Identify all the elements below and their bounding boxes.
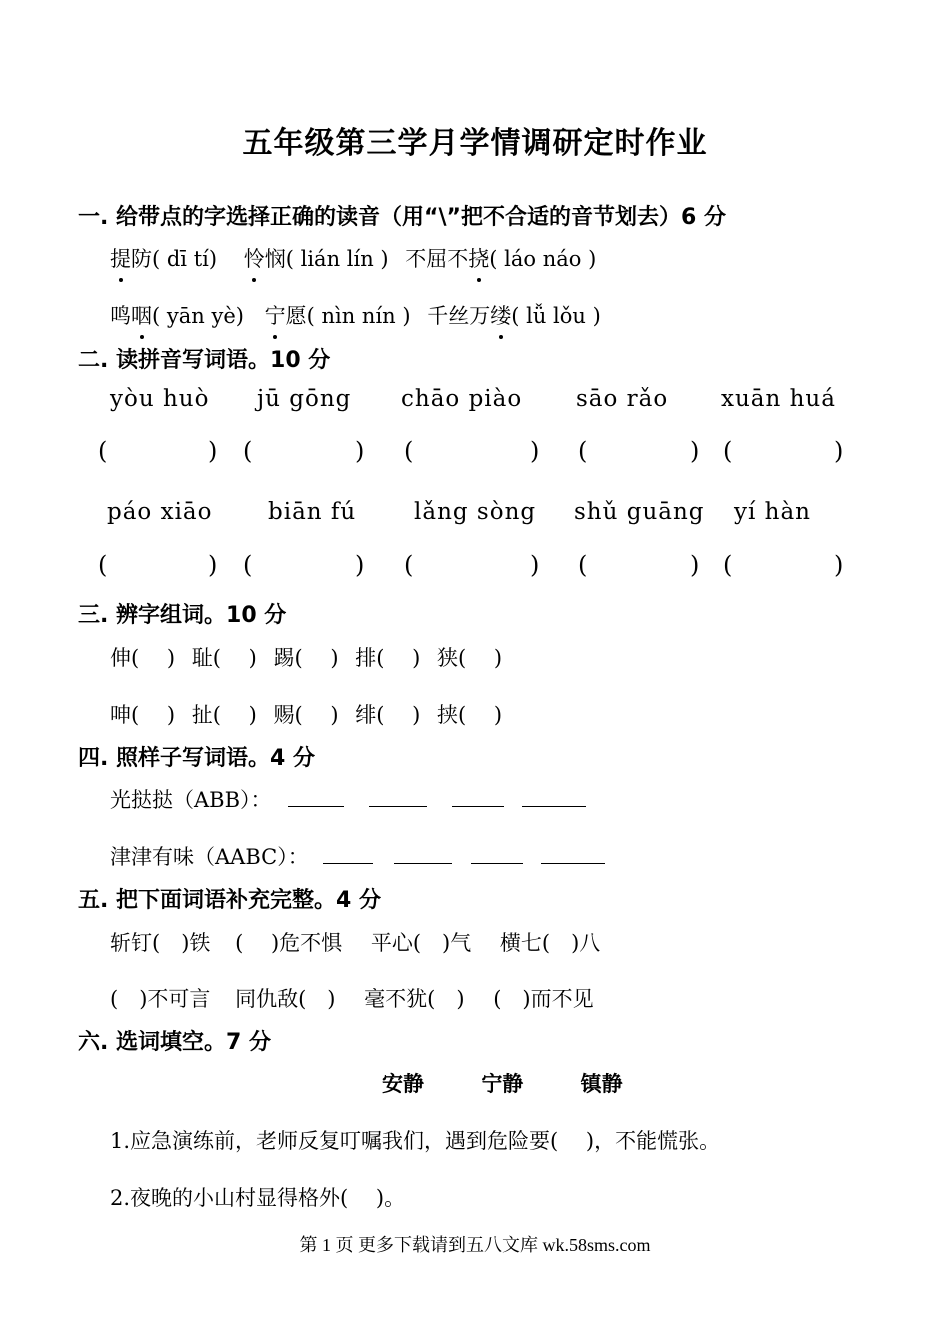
pinyin-10: yí hàn — [734, 499, 811, 525]
s5-item: 横七( )八 — [499, 931, 601, 955]
section-4-heading: 四. 照样子写词语。4 分 — [78, 746, 315, 771]
answer-paren-close: ) — [690, 551, 700, 579]
blank-line[interactable] — [288, 788, 344, 807]
answer-paren-open: ( — [578, 551, 588, 579]
pinyin-5: xuān huá — [721, 386, 836, 412]
s5-item: 同仇敌( ) — [235, 987, 336, 1011]
pinyin-1: yòu huò — [110, 386, 210, 412]
s1-item: 宁愿( nìn nín ) — [265, 304, 411, 328]
answer-paren-close: ) — [530, 551, 540, 579]
s1-row-1 — [110, 243, 596, 273]
section-6-heading: 六. 选词填空。7 分 — [78, 1030, 271, 1055]
pinyin-9: shǔ guāng — [574, 499, 705, 525]
s1-item: 千丝万缕( lǚ lǒu ) — [427, 304, 601, 328]
s3-row-1 — [110, 642, 502, 672]
s5-item: ( )而不见 — [493, 987, 594, 1011]
question-2: 2.夜晚的小山村显得格外( )。 — [110, 1186, 406, 1210]
s3-item: 呻( ) — [110, 703, 176, 727]
blank-line[interactable] — [522, 788, 586, 807]
s3-item: 排( ) — [355, 646, 421, 670]
word-choice: 安静 — [382, 1071, 424, 1096]
s3-item: 耻( ) — [191, 646, 257, 670]
answer-paren-open: ( — [723, 551, 733, 579]
word-choices — [382, 1068, 673, 1098]
pinyin-3: chāo piào — [401, 386, 523, 412]
s5-row-1 — [110, 927, 600, 957]
s5-row-2 — [110, 983, 594, 1013]
s3-row-2 — [110, 699, 502, 729]
answer-paren-open: ( — [243, 551, 253, 579]
pinyin-7: biān fú — [268, 499, 357, 525]
pinyin-4: sāo rǎo — [576, 386, 669, 412]
s5-item: 平心( )气 — [370, 931, 472, 955]
answer-paren-close: ) — [355, 437, 365, 465]
s5-item: 斩钉( )铁 — [110, 931, 211, 955]
s1-item: 提防( dī tí) — [110, 247, 217, 271]
s1-row-2 — [110, 300, 601, 330]
answer-paren-open: ( — [404, 437, 414, 465]
s4-label-2: 津津有味（AABC）： — [110, 845, 309, 869]
pinyin-8: lǎng sòng — [414, 499, 537, 525]
s3-item: 伸( ) — [110, 646, 176, 670]
s1-item: 鸣咽( yān yè) — [110, 304, 244, 328]
answer-paren-open: ( — [98, 437, 108, 465]
section-3-heading: 三. 辨字组词。10 分 — [78, 603, 287, 628]
answer-paren-open: ( — [243, 437, 253, 465]
s3-item: 狭( ) — [437, 646, 503, 670]
s4-line-2 — [110, 841, 605, 871]
answer-paren-open: ( — [723, 437, 733, 465]
blank-line[interactable] — [452, 788, 504, 807]
answer-paren-open: ( — [404, 551, 414, 579]
pinyin-2: jū gōng — [257, 386, 352, 412]
answer-paren-close: ) — [834, 551, 844, 579]
answer-paren-close: ) — [530, 437, 540, 465]
s5-item: 毫不犹( ) — [364, 987, 465, 1011]
section-1-heading: 一. 给带点的字选择正确的读音（用“\”把不合适的音节划去）6 分 — [78, 205, 726, 230]
word-choice: 镇静 — [580, 1071, 623, 1096]
answer-paren-close: ) — [834, 437, 844, 465]
page-title: 五年级第三学月学情调研定时作业 — [242, 126, 708, 161]
answer-paren-open: ( — [98, 551, 108, 579]
answer-paren-close: ) — [355, 551, 365, 579]
blank-line[interactable] — [369, 788, 427, 807]
blank-line[interactable] — [471, 845, 523, 864]
pinyin-6: páo xiāo — [107, 499, 213, 525]
answer-paren-close: ) — [208, 437, 218, 465]
section-5-heading: 五. 把下面词语补充完整。4 分 — [78, 888, 381, 913]
s5-item: ( )不可言 — [110, 987, 211, 1011]
answer-paren-close: ) — [690, 437, 700, 465]
answer-paren-open: ( — [578, 437, 588, 465]
question-1: 1.应急演练前，老师反复叮嘱我们，遇到危险要( )，不能慌张。 — [110, 1129, 721, 1153]
blank-line[interactable] — [323, 845, 373, 864]
page-footer: 第 1 页 更多下载请到五八文库 wk.58sms.com — [299, 1235, 651, 1255]
s5-item: ( )危不惧 — [235, 931, 343, 955]
answer-paren-close: ) — [208, 551, 218, 579]
blank-line[interactable] — [394, 845, 452, 864]
s3-item: 扯( ) — [191, 703, 257, 727]
s3-item: 挟( ) — [437, 703, 503, 727]
blank-line[interactable] — [541, 845, 605, 864]
s1-item: 怜悯( lián lín ) — [244, 247, 389, 271]
s4-line-1 — [110, 784, 586, 814]
s1-item: 不屈不挠( láo náo ) — [405, 247, 596, 271]
s4-label-1: 光挞挞（ABB）： — [110, 788, 272, 812]
section-2-heading: 二. 读拼音写词语。10 分 — [78, 348, 331, 373]
s3-item: 踢( ) — [273, 646, 339, 670]
word-choice: 宁静 — [481, 1071, 524, 1096]
s3-item: 赐( ) — [273, 703, 339, 727]
s3-item: 绯( ) — [355, 703, 421, 727]
